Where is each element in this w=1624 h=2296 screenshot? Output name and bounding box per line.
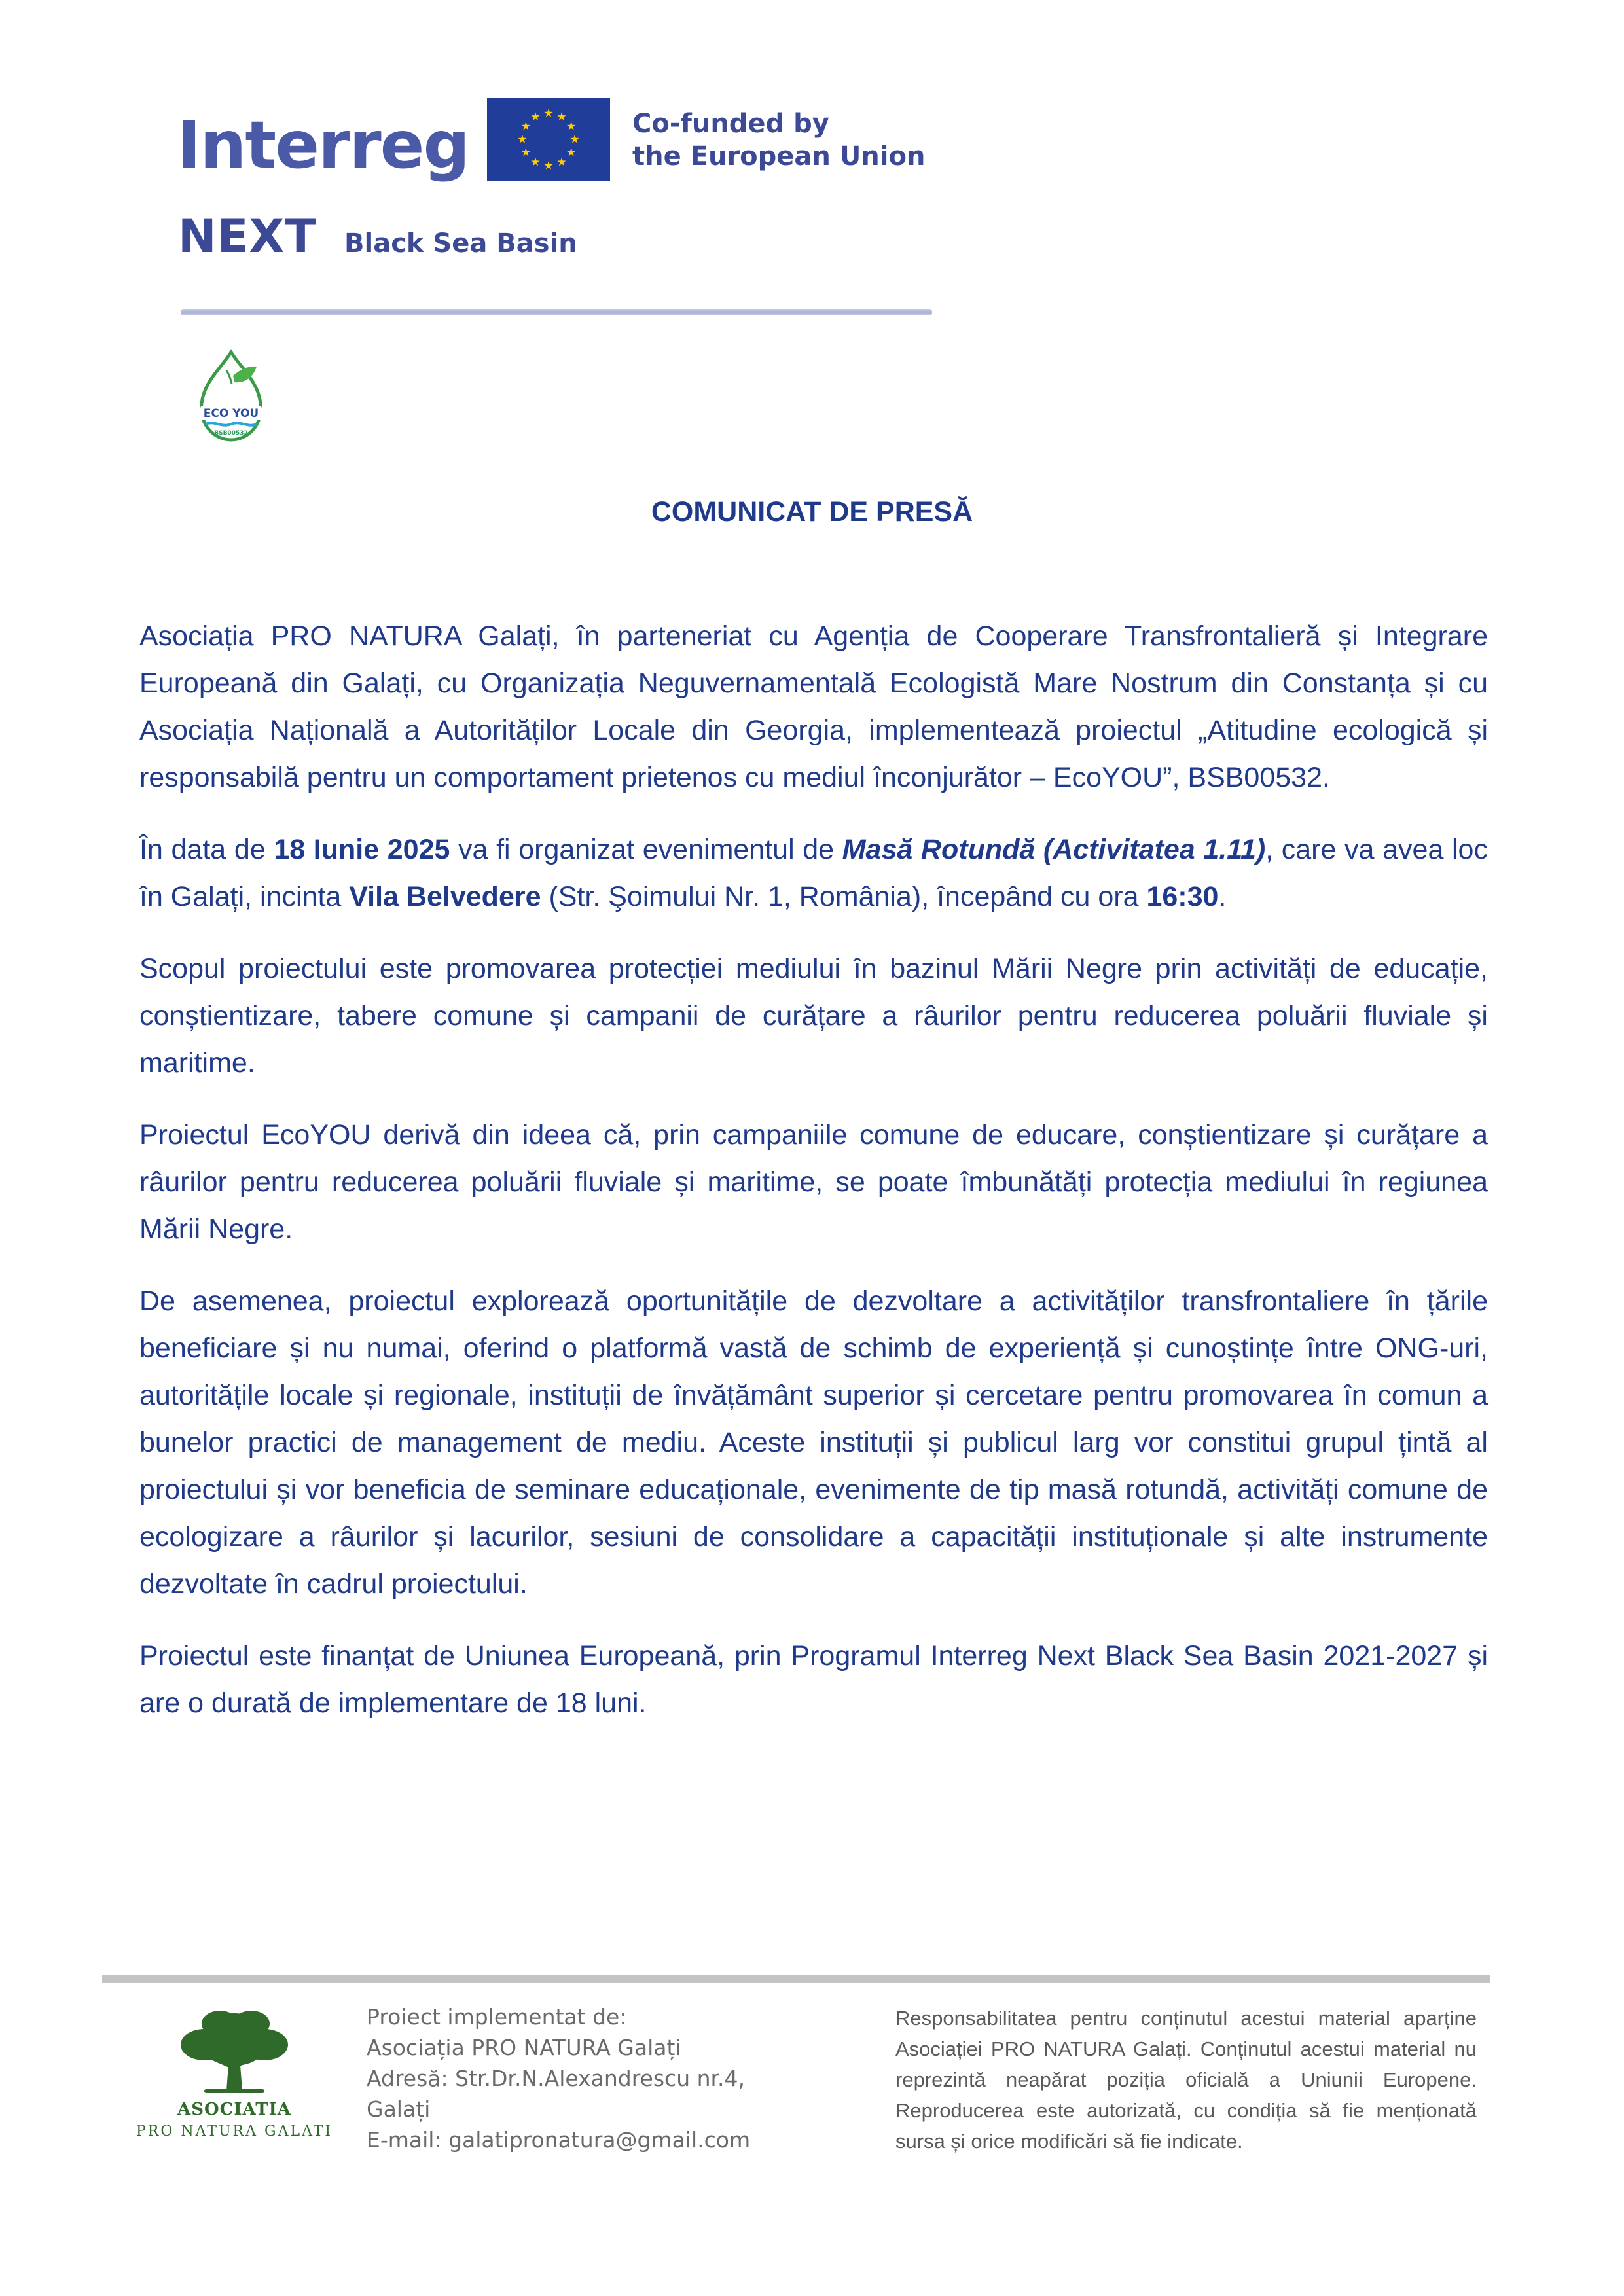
paragraph-intro: Asociația PRO NATURA Galați, în parteneriat cu Agenția de Cooperare Transfrontalieră și Integrare Europeană din Galați, cu Organizația Neguvernamentală Ecologistă Mare Nostrum din Constanța și cu Asociația Națională a Autorităților Locale din Georgia, implementează proiectul „Atitudine ecologică și responsabilă pentru un comportament prietenos cu mediul înconjurător – EcoYOU”, BSB00532. [139, 620, 1488, 793]
paragraph-idea: Proiectul EcoYOU derivă din ideea că, prin campaniile comune de educare, conștientizare și curățare a râurilor pentru reducerea poluării fluviale și maritime, se poate îmbunătăți protecția mediului în regiunea Mării Negre. [139, 1119, 1488, 1245]
black-sea-basin-wordmark: Black Sea Basin [344, 228, 577, 259]
page-title: COMUNICAT DE PRESĂ [651, 496, 973, 528]
ecoyou-logo-text: ECO YOU [203, 407, 259, 420]
header-divider [181, 309, 932, 315]
eu-flag-icon [487, 98, 610, 181]
implementer-email: E-mail: galatipronatura@gmail.com [367, 2127, 751, 2153]
next-wordmark: NEXT [178, 209, 317, 263]
event-date: 18 Iunie 2025 [274, 834, 450, 865]
paragraph-opportunities: De asemenea, proiectul explorează oportunitățile de dezvoltare a activităților transfrontaliere în țările beneficiare și nu numai, oferind o platformă vastă de schimb de experiență și cunoștințe între ONG-uri, autoritățile locale și regionale, instituții de învățământ superior și cercetare pentru promovarea în comun a bunelor practici de management de mediu. Aceste instituții și publicul larg vor constitui grupul țintă al proiectului și vor beneficia de seminare educaționale, evenimente de tip masă rotundă, activități comune de ecologizare a râurilor și lacurilor, sesiuni de consolidare a capacității instituționale și alte instrumente dezvoltate în cadrul proiectului. [139, 1285, 1488, 1600]
tree-icon [136, 2004, 333, 2099]
implementer-line: Galați [367, 2096, 431, 2122]
pro-natura-logo-subtitle: PRO NATURA GALATI [136, 2123, 333, 2140]
footer-divider [102, 1975, 1490, 1983]
pro-natura-logo-title: ASOCIATIA [177, 2100, 291, 2119]
paragraph-event: În data de 18 Iunie 2025 va fi organizat evenimentul de Masă Rotundă (Activitatea 1.11), care va avea loc în Galați, incinta Vila Belvedere (Str. Şoimului Nr. 1, România), începând cu ora 16:30. [139, 834, 1488, 912]
cofunded-text [632, 107, 925, 173]
event-name: Masă Rotundă (Activitatea 1.11) [842, 834, 1266, 865]
implementer-line: Asociația PRO NATURA Galați [367, 2035, 681, 2060]
interreg-logo [177, 98, 926, 263]
ecoyou-logo-code: BSB00532 [214, 430, 248, 437]
cofunded-line1: Co-funded by [632, 109, 829, 139]
interreg-wordmark: Interreg [177, 107, 469, 183]
press-release-body [139, 613, 1488, 1751]
pro-natura-logo [136, 2004, 333, 2148]
paragraph-scope: Scopul proiectului este promovarea protecției mediului în bazinul Mării Negre prin activități de educație, conștientizare, tabere comune și campanii de curățare a râurilor pentru reducerea poluării fluviale și maritime. [139, 953, 1488, 1079]
implementer-line: Proiect implementat de: [367, 2004, 627, 2030]
event-venue: Vila Belvedere [349, 881, 541, 912]
implementer-info [367, 2001, 812, 2155]
cofunded-line2: the European Union [632, 141, 926, 171]
disclaimer-text: Responsabilitatea pentru conținutul acestui material aparține Asociației PRO NATURA Galați. Conținutul acestui material nu reprezintă neapărat poziția oficială a Uniunii Europene. Reproducerea este autorizată, cu condiția să fie menționată sursa și orice modificări să fie indicate. [895, 2007, 1477, 2153]
ecoyou-logo [189, 347, 274, 445]
event-time: 16:30 [1146, 881, 1219, 912]
paragraph-funding: Proiectul este finanțat de Uniunea Europeană, prin Programul Interreg Next Black Sea Basin 2021-2027 și are o durată de implementare de 18 luni. [139, 1640, 1488, 1719]
implementer-line: Adresă: Str.Dr.N.Alexandrescu nr.4, [367, 2066, 746, 2091]
